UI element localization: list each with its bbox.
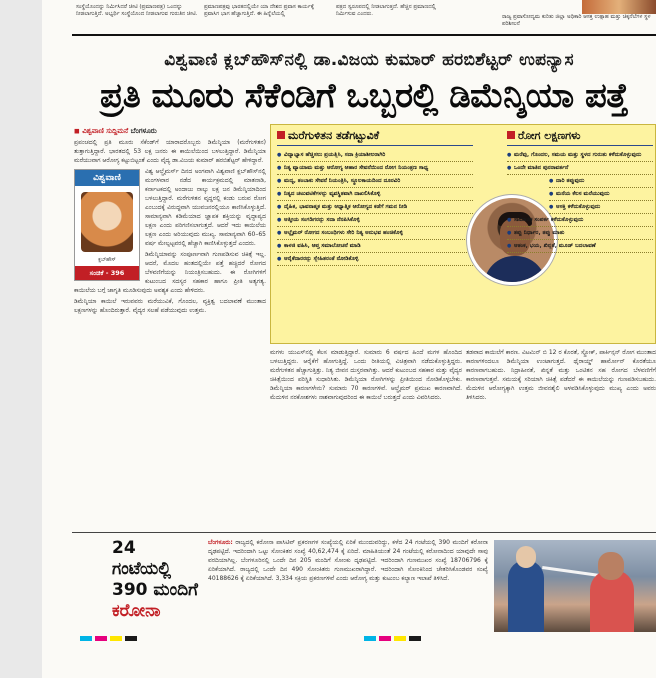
registration-cyan	[80, 636, 92, 641]
article-headline: ಪ್ರತಿ ಮೂರು ಸೆಕೆಂಡಿಗೆ ಒಬ್ಬರಲ್ಲಿ ಡಿಮೆನ್ಶಿಯಾ ಪತ್ತೆ	[99, 76, 629, 116]
registration-cyan	[364, 636, 376, 641]
top-strip-col-2: ಪ್ರಮಾಣಪತ್ರವು ಭಾರತದಲ್ಲಿಯೇ ಯಾ ದೇಶದ ಪ್ರವಾಸ ಕಾರ್ಯಕ್ಕೆ ಪ್ರವಾಸಿಗ ಭಾಗ ಹೆಚ್ಚಾಗುತ್ತಿದೆ. ಈ ಹಿನ್ನೆಲೆಯಲ್ಲಿ	[204, 4, 314, 17]
list-item: ● ದೈಹಿಕ, ಭಾವನಾತ್ಮಕ ಮತ್ತು ಆಧ್ಯಾತ್ಮಿಕ ಆರೋಗ್ಯದ ಕಡೆಗೆ ಗಮನ ನೀಡಿ	[277, 201, 473, 214]
list-item: ● ಒಂದೇ ಮಾತಿನ ಪುನರಾವರ್ತನೆ	[507, 162, 653, 175]
prevention-title: ಮರೆಗುಳಿತನ ತಡೆಗಟ್ಟುವಿಕೆ	[277, 129, 473, 146]
section-divider	[72, 532, 656, 533]
paragraph: ಡಿಮೆನ್ಶಿಯಾ ಕಾಯಿಲೆ ಇರುವವರು ಮರೆಯುವಿಕೆ, ಗೊಂದಲ, ವ್ಯಕ್ತಿತ್ವ ಬದಲಾವಣೆ ಮುಂತಾದ ಲಕ್ಷಣಗಳನ್ನು ಹೊಂದಿರುತ್ತಾರೆ. ವೈದ್ಯರ ಸಲಹೆ ಪಡೆಯುವುದು ಉತ್ತಮ.	[74, 298, 266, 314]
top-strip	[42, 0, 656, 34]
registration-marks-left	[80, 636, 140, 641]
list-item: ● ಮನೆಯ ಕೆಲಸ ಮರೆಯುವುದು	[549, 188, 653, 201]
corona-headline-unit: ಗಂಟೆಯಲ್ಲಿ	[112, 559, 172, 579]
list-item: ● ವಿದ್ಯಾಭ್ಯಾಸ ಹೆಚ್ಚಿಸಲು ಪ್ರಯತ್ನಿಸಿ, ಸದಾ ಕ್ರಿಯಾಶೀಲರಾಗಿರಿ	[277, 149, 473, 162]
top-strip-col-1: ಸಂಸ್ಥೆಯೊಂದನ್ನು ನಿರ್ಮಿಸಿದರೆ ಚೀಟಿ (ಪ್ರಮಾಣಪತ್ರ) ಒಂದನ್ನು ನೀಡಲಾಗುತ್ತಿದೆ. ಅಭ್ಯರ್ಥಿ ಸಂಸ್ಥೆಯೊಂದ ನೀಡಲಾಗುವ ಗುರುತಿನ ಚೀಟಿ.	[76, 4, 198, 17]
top-strip-photo	[582, 0, 656, 14]
symptoms-list	[507, 129, 653, 253]
registration-magenta	[379, 636, 391, 641]
registration-black	[125, 636, 137, 641]
list-item: ● ಆರೈಕೆದಾರರನ್ನು ಸ್ನೇಹಿತರಂತೆ ನೋಡಿಕೊಳ್ಳಿ	[277, 253, 473, 266]
registration-yellow	[394, 636, 406, 641]
corona-headline-count: 390 ಮಂದಿಗೆ	[112, 580, 198, 600]
article-kicker: ವಿಶ್ವವಾಣಿ ಕ್ಲಬ್‌ಹೌಸ್‌ನಲ್ಲಿ ಡಾ.ವಿಜಯ ಕುಮಾರ್ ಹರಬಿಶೆಟ್ಟರ್ ಉಪನ್ಯಾಸ	[164, 50, 574, 70]
registration-black	[409, 636, 421, 641]
corona-body: ರಾಜ್ಯದಲ್ಲಿ ಕರೋನಾ ಪಾಸಿಟಿವ್ ಪ್ರಕರಣಗಳ ಸಂಖ್ಯೆಯಲ್ಲಿ ಏರಿಕೆ ಮುಂದುವರಿದ್ದು, ಕಳೆದ 24 ಗಂಟೆಯಲ್ಲಿ 390 ಮಂದಿಗೆ ಕರೋನಾ ದೃಢಪಟ್ಟಿದೆ. ಇದರಿಂದಾಗಿ ಒಟ್ಟು ಸೋಂಕಿತರ ಸಂಖ್ಯೆ 40,62,474 ಕ್ಕೆ ಏರಿದೆ. ಮಾಹಿತಿಯಂತೆ 24 ಗಂಟೆಯಲ್ಲಿ ಕರೋನಾದಿಂದ ಯಾವುದೇ ಸಾವು ವರದಿಯಾಗಿಲ್ಲ. ಬೆಂಗಳೂರಿನಲ್ಲಿ ಒಂದೇ ದಿನ 205 ಮಂದಿಗೆ ಸೋಂಕು ದೃಢಪಟ್ಟಿದೆ. ಇದರಿಂದಾಗಿ ಗುಣಮುಖರ ಸಂಖ್ಯೆ 18706796 ಕ್ಕೆ ಏರಿಕೆಯಾಗಿದೆ. ರಾಜ್ಯದಲ್ಲಿ ಒಂದೇ ದಿನ 490 ಸೋಂಕಿತರು ಗುಣಮುಖರಾಗಿದ್ದಾರೆ. ಇದರಿಂದಾಗಿ ಸೋಂಕಿನಿಂದ ಚೇತರಿಸಿಕೊಂಡವರ ಸಂಖ್ಯೆ 40188626 ಕ್ಕೆ ಏರಿಕೆಯಾಗಿದೆ. 3,334 ಸಕ್ರಿಯ ಪ್ರಕರಣಗಳಿವೆ ಎಂದು ಆರೋಗ್ಯ ಮತ್ತು ಕುಟುಂಬ ಕಲ್ಯಾಣ ಇಲಾಖೆ ತಿಳಿಸಿದೆ.	[208, 539, 488, 582]
clubhouse-logo	[74, 169, 140, 281]
byline	[74, 127, 157, 136]
corona-dateline: ಬೆಂಗಳೂರು:	[208, 539, 233, 546]
top-strip-col-3: ಪತ್ರದ ಸ್ವರೂಪದಲ್ಲಿ ನೀಡಲಾಗುತ್ತದೆ. ಹೆಚ್ಚಿನ ಪ್ರಮಾಣದಲ್ಲಿ ನಿರ್ಮಿಸುವ ಎಂದರು.	[336, 4, 436, 17]
paragraph: ವಿಶ್ವ ಆಲ್ಜೈಮರ್ಸ್ ದಿನದ ಅಂಗವಾಗಿ ವಿಶ್ವವಾಣಿ ಕ್ಲಬ್‌ಹೌಸ್‌ನಲ್ಲಿ ಮಂಗಳವಾರ ನಡೆದ ಕಾರ್ಯಕ್ರಮದಲ್ಲಿ ಮಾತನಾಡಿ, ಕರ್ನಾಟಕದಲ್ಲಿ ಅಂದಾಜು ನಾಲ್ಕು ಲಕ್ಷ ಜನ ಡಿಮೆನ್ಶಿಯಾದಿಂದ ಬಳಲುತ್ತಿದ್ದಾರೆ. ಮರೆಗುಳಿತನ ವೃದ್ಧರಲ್ಲಿ ಕಂಡು ಬರುವ ರೋಗ ಎಂಬುದಕ್ಕೆ ವಿರುದ್ಧವಾಗಿ ಯುವಜನರಲ್ಲಿಯೂ ಕಾಣಿಸಿಕೊಳ್ಳುತ್ತಿದೆ. ಸಾಮಾನ್ಯವಾಗಿ ಕಡಿಮೆಯಾದ ಜ್ಞಾಪಕ ಶಕ್ತಿಯನ್ನು ವೃದ್ಧಾಪ್ಯದ ಲಕ್ಷಣ ಎಂದು ಪರಿಗಣಿಸಲಾಗುತ್ತದೆ. ಆದರೆ ಇದು ಕಾಯಿಲೆಯ ಲಕ್ಷಣ ಎಂದು ಅರಿಯುವುದು ಮುಖ್ಯ. ಸಾಮಾನ್ಯವಾಗಿ 60–65 ವರ್ಷ ಮೇಲ್ಪಟ್ಟವರಲ್ಲಿ ಹೆಚ್ಚಾಗಿ ಕಾಣಿಸಿಕೊಳ್ಳುತ್ತದೆ ಎಂದರು.	[145, 168, 266, 247]
logo-title: ವಿಶ್ವವಾಣಿ	[75, 170, 139, 186]
list-item: ● ಆಲ್ಜೈಮರ್ ರೋಗದ ಸಂಬಂಧಿಗಳು ಸೇರಿ ನಿತ್ಯ ಅನುಭವ ಹಂಚಿಕೊಳ್ಳಿ	[277, 227, 473, 240]
list-item: ● ದಾರಿ ತಪ್ಪುವುದು	[549, 175, 653, 188]
symptoms-title: ರೋಗ ಲಕ್ಷಣಗಳು	[507, 129, 653, 146]
list-item: ● ಆತಂಕ, ಭಯ, ಖಿನ್ನತೆ, ಮೂಡ್ ಬದಲಾವಣೆ	[507, 240, 653, 253]
article-column-2: ಮಗಳು ಯುಎಸ್‌ನಲ್ಲಿ ಕೆಲಸ ಮಾಡುತ್ತಿದ್ದಾರೆ. ಸುಮಾರು 6 ವರ್ಷದ ಹಿಂದೆ ಮಗಳ ಹೊಂದಿದ ಬಳಲುತ್ತಿದ್ದರು. ಆರೈಕೆಗೆ ಹೋಗುತ್ತಿದ್ದೆ. ಒಂದು ರೀತಿಯಲ್ಲಿ ವಿಚಿತ್ರವಾಗಿ ನಡೆದುಕೊಳ್ಳುತ್ತಿದ್ದರು. ಮರೆಗುಳಿತನ ಹೆಚ್ಚಾಗುತ್ತಿತ್ತು. ನಿತ್ಯ ಜೀವನ ದುಸ್ತರವಾಗಿತ್ತು. ಆದರೆ ಕುಟುಂಬದ ಸಹಕಾರ ಮತ್ತು ವೈದ್ಯರ ಚಿಕಿತ್ಸೆಯಿಂದ ಪರಿಸ್ಥಿತಿ ಸುಧಾರಿಸಿತು. ಡಿಮೆನ್ಶಿಯಾ ರೋಗಿಗಳನ್ನು ಪ್ರೀತಿಯಿಂದ ನೋಡಿಕೊಳ್ಳಬೇಕು. ಡಿಮೆನ್ಶಿಯಾ ಕಾರಣಗಳೇನು? ಸುಮಾರು 70 ಕಾರಣಗಳಿವೆ. ಆಲ್ಜೈಮರ್ ಪ್ರಮುಖ ಕಾರಣವಾಗಿದೆ. ಮೆದುಳಿನ ನರಕೋಶಗಳು ನಾಶವಾಗುವುದರಿಂದ ಈ ಕಾಯಿಲೆ ಬರುತ್ತದೆ ಎಂದು ವಿವರಿಸಿದರು.	[270, 349, 462, 401]
corona-headline-word: ಕರೋನಾ	[112, 601, 161, 621]
list-item: ● ಆಸಕ್ತಿ ಕಳೆದುಕೊಳ್ಳುವುದು	[549, 201, 653, 214]
article-column-3: ತಡವಾದ ಕಾಯಿಲೆಗೆ ಕಾರಣ. ವಿಟಮಿನ್ ಬಿ 12 ರ ಕೊರತೆ, ಸ್ಟ್ರೋಕ್, ಪಾರ್ಕಿನ್ಸನ್ ರೋಗ ಮುಂತಾದ ಕಾರಣಗಳಿಂದಲೂ ಡಿಮೆನ್ಶಿಯಾ ಉಂಟಾಗುತ್ತದೆ. ಥೈರಾಯ್ಡ್ ಹಾರ್ಮೋನ್ ಕೊರತೆಯೂ ಕಾರಣವಾಗಬಹುದು. ನಿದ್ರಾಹೀನತೆ, ಖಿನ್ನತೆ ಮತ್ತು ಒಂಟಿತನ ಸಹ ರೋಗದ ಬೆಳವಣಿಗೆಗೆ ಕಾರಣವಾಗುತ್ತವೆ. ಸಮಯಕ್ಕೆ ಸರಿಯಾಗಿ ಚಿಕಿತ್ಸೆ ಪಡೆದರೆ ಈ ಕಾಯಿಲೆಯನ್ನು ಗುಣಪಡಿಸಬಹುದು. ಮೆದುಳಿನ ಆರೋಗ್ಯಕ್ಕಾಗಿ ಉತ್ತಮ ಜೀವನಶೈಲಿ ಅಳವಡಿಸಿಕೊಳ್ಳುವುದು ಮುಖ್ಯ ಎಂದು ಅವರು ತಿಳಿಸಿದರು.	[466, 349, 656, 401]
registration-yellow	[110, 636, 122, 641]
corona-headline-hours: 24	[112, 538, 136, 558]
swab-test-photo	[494, 540, 656, 632]
byline-place: ಬೆಂಗಳೂರು	[130, 127, 157, 135]
registration-magenta	[95, 636, 107, 641]
section-rule	[72, 34, 656, 36]
byline-source: ◼ ವಿಶ್ವವಾಣಿ ಸುದ್ದಿಮನೆ	[74, 127, 129, 135]
list-item: ● ಸಾಮಾಜಿಕ ಸಂಪರ್ಕ ಕಳೆದುಕೊಳ್ಳುವುದು	[507, 214, 653, 227]
top-strip-col-4: ರಾಜ್ಯ ಪ್ರವಾಸೋದ್ಯಮ ಕುರಿತು ಜಿಲ್ಲಾ ಅಧಿಕಾರಿ ಆಸಕ್ತ ಉತ್ಸಾಹ ಮತ್ತು ಚಿಕ್ಕನೆಲೆಗಳ ಸ್ಥಳ ಪರಿಶೀಲನೆ	[502, 14, 651, 27]
list-item: ● ಮದ್ಯ, ತಂಬಾಕು ಸೇವನೆ ನಿಯಂತ್ರಿಸಿ, ಸ್ಥೂಲಕಾಯದಿಂದ ದೂರವಿರಿ	[277, 175, 473, 188]
info-box	[270, 124, 656, 344]
registration-marks-right	[364, 636, 424, 641]
article-column-1	[74, 138, 266, 528]
list-item: ● ಮರೆವು, ಗೊಂದಲ, ಸಮಯ ಮತ್ತು ಸ್ಥಳದ ಗುರುತು ಕಳೆದುಕೊಳ್ಳುವುದು	[507, 149, 653, 162]
list-item: ● ಆತ್ಮೀಯ ಸಂಗಡಿಗರನ್ನು ಸದಾ ನೆನಪಿಸಿಕೊಳ್ಳಿ	[277, 214, 473, 227]
newspaper-page	[42, 0, 656, 678]
paragraph: ಡಿಮೆನ್ಶಿಯಾವನ್ನು ಸಂಪೂರ್ಣವಾಗಿ ಗುಣಪಡಿಸುವ ಚಿಕಿತ್ಸೆ ಇಲ್ಲ. ಆದರೆ, ಮೊದಲ ಹಂತದಲ್ಲಿಯೇ ಪತ್ತೆ ಹಚ್ಚಿದರೆ ರೋಗದ ಬೆಳವಣಿಗೆಯನ್ನು ನಿಯಂತ್ರಿಸಬಹುದು. ಈ ರೋಗಿಗಳಿಗೆ ಕುಟುಂಬದ ಸದಸ್ಯರ ಸಹಕಾರ ಹಾಗೂ ಪ್ರೀತಿ ಅತ್ಯಗತ್ಯ. ಕಾಯಿಲೆಯ ಬಗ್ಗೆ ಜಾಗೃತಿ ಮೂಡಿಸುವುದು ಅವಶ್ಯಕ ಎಂದು ಹೇಳಿದರು.	[74, 251, 266, 294]
corona-headline	[112, 538, 202, 622]
logo-image	[81, 192, 133, 252]
list-item: ● ನಿತ್ಯ ವ್ಯಾಯಾಮ ಮತ್ತು ಆರೋಗ್ಯ ಆಹಾರ ಸೇವನೆಯಿಂದ ರೋಗ ನಿಯಂತ್ರಣ ಸಾಧ್ಯ	[277, 162, 473, 175]
corona-article	[208, 538, 488, 634]
episode-badge: ಸಂಚಿಕೆ - 396	[75, 266, 139, 280]
prevention-list	[277, 129, 473, 266]
logo-subtitle: ಕ್ಲಬ್‌ಹೌಸ್	[98, 257, 116, 263]
list-item: ● ನಿತ್ಯದ ಚಟುವಟಿಕೆಗಳನ್ನು ವ್ಯವಸ್ಥಿತವಾಗಿ ದಾಖಲಿಸಿಕೊಳ್ಳಿ	[277, 188, 473, 201]
paragraph: ಪ್ರಪಂಚದಲ್ಲಿ ಪ್ರತಿ ಮೂರು ಸೆಕೆಂಡ್‌ಗೆ ಯಾರಾದರೊಬ್ಬರು ಡಿಮೆನ್ಶಿಯಾ (ಮರೆಗುಳಿತನ) ತುತ್ತಾಗುತ್ತಿದ್ದಾರೆ. ಭಾರತದಲ್ಲಿ 53 ಲಕ್ಷ ಜನರು ಈ ಕಾಯಿಲೆಯಿಂದ ಬಳಲುತ್ತಿದ್ದಾರೆ. ಡಿಮೆನ್ಶಿಯಾ ಮರೆಯುವಾಗ ಆರೋಗ್ಯ ಕಟ್ಟುಬಿಟ್ಟಂತೆ ಎಂದು ವೈದ್ಯ ಡಾ.ವಿಜಯ ಕುಮಾರ್ ಹರಬಿಶೆಟ್ಟರ್ ಹೇಳಿದ್ದಾರೆ.	[74, 139, 266, 164]
list-item: ● ತಪ್ಪು ನಿರ್ಧಾರ, ತಪ್ಪು ಮಾತು	[507, 227, 653, 240]
list-item: ● ಕಾಳಜಿ ವಹಿಸಿ, ಆಪ್ತ ಸಮಾಲೋಚನೆ ಮಾಡಿ	[277, 240, 473, 253]
